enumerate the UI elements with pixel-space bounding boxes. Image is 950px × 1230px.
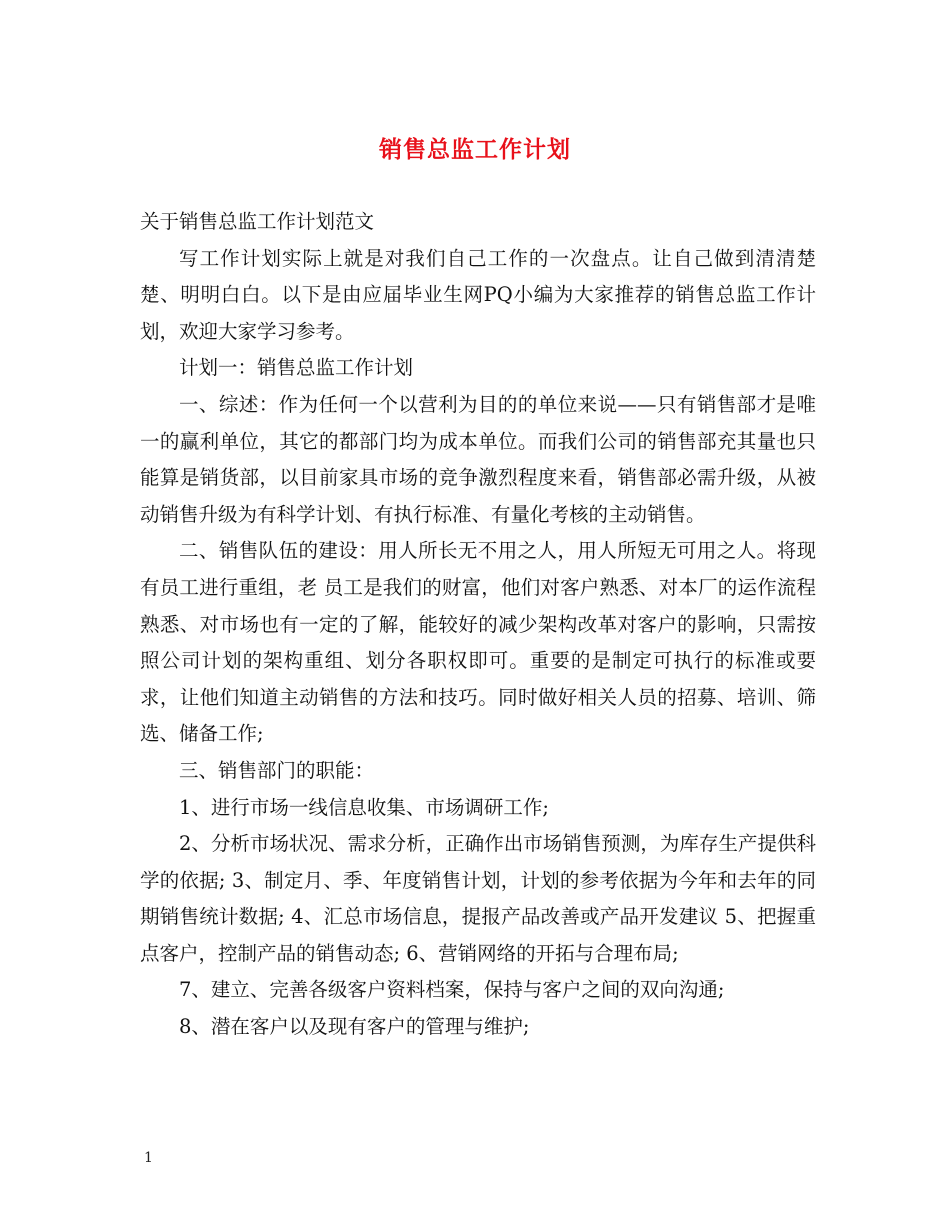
paragraph-team-building: 二、销售队伍的建设：用人所长无不用之人，用人所短无可用之人。将现有员工进行重组，老 员工是我们的财富，他们对客户熟悉、对本厂的运作流程熟悉、对市场也有一定的了解，能较好的减少架构改革对客户的影响，只需按照公司计划的架构重组、划分各职权即可。重要的是制定可执行的标准或要求，让他们知道主动销售的方法和技巧。同时做好相关人员的招募、培训、筛选、储备工作; (140, 539, 816, 746)
page-number: 1 (144, 1150, 153, 1166)
paragraph-intro: 写工作计划实际上就是对我们自己工作的一次盘点。让自己做到清清楚楚、明明白白。以下是由应届毕业生网PQ小编为大家推荐的销售总监工作计划，欢迎大家学习参考。 (140, 246, 816, 343)
paragraph-plan-one-heading: 计划一：销售总监工作计划 (179, 356, 414, 380)
paragraph-overview: 一、综述：作为任何一个以营利为目的的单位来说——只有销售部才是唯一的赢利单位，其它的都部门均为成本单位。而我们公司的销售部充其量也只能算是销货部，以目前家具市场的竞争激烈程度来看，销售部必需升级，从被动销售升级为有科学计划、有执行标准、有量化考核的主动销售。 (140, 392, 816, 526)
document-title: 销售总监工作计划 (379, 137, 571, 163)
paragraph-function-8: 8、潜在客户以及现有客户的管理与维护; (179, 1015, 530, 1039)
paragraph-function-2-6: 2、分析市场状况、需求分析，正确作出市场销售预测，为库存生产提供科学的依据; 3、制定月、季、年度销售计划，计划的参考依据为今年和去年的同期销售统计数据; 4、汇总市场信息，提报产品改善或产品开发建议 5、把握重点客户，控制产品的销售动态; 6、营销网络的开拓与合理布局; (140, 832, 816, 965)
document-body (140, 204, 816, 1046)
paragraph-function-7: 7、建立、完善各级客户资料档案，保持与客户之间的双向沟通; (179, 978, 725, 1002)
paragraph-intro-heading: 关于销售总监工作计划范文 (140, 210, 375, 233)
paragraph-function-1: 1、进行市场一线信息收集、市场调研工作; (179, 795, 549, 819)
paragraph-functions-heading: 三、销售部门的职能： (179, 758, 375, 782)
